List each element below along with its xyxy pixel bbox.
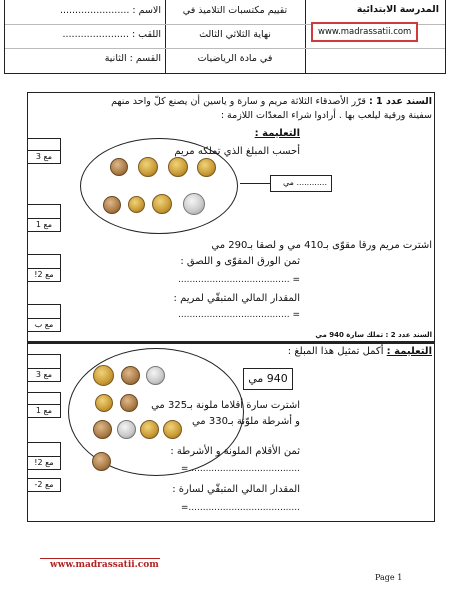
grade-box[interactable]: مع 2!: [27, 456, 61, 470]
doc1-answer-1[interactable]: = .......................................: [178, 275, 300, 285]
grade-box[interactable]: مع 1: [27, 404, 61, 418]
coin-icon: [92, 452, 111, 471]
coin-icon: [168, 157, 188, 177]
coins-ellipse-1: [80, 138, 238, 234]
header-table: [4, 0, 446, 74]
page-number: Page 1: [375, 573, 403, 582]
coin-icon: [110, 158, 128, 176]
doc1-text: قرّر الأصدقاء الثلاثة مريم و سارة و ياسين أن يصنع كلّ واحد منهم: [111, 96, 366, 107]
coin-icon: [93, 420, 112, 439]
surname-field[interactable]: اللقب : ......................: [62, 29, 161, 40]
doc2-task2: ثمن الأقلام الملونة و الأشرطة :: [170, 446, 300, 457]
doc2-answer-1[interactable]: .......................................=: [180, 464, 300, 474]
doc2-task1-line2: و أشرطة ملوّنة بـ330 مي: [191, 416, 300, 427]
name-field[interactable]: الاسم : .......................: [59, 5, 161, 16]
grade-box[interactable]: مع 1: [27, 218, 61, 232]
grade-box[interactable]: مع 3: [27, 150, 61, 164]
doc2-instruction-label: التعليمة :: [386, 346, 432, 357]
coin-icon: [140, 420, 159, 439]
coin-icon: [197, 158, 216, 177]
grade-box[interactable]: مع 2-: [27, 478, 61, 492]
doc2-footnote: السند عدد 2 : تملك سارة 940 مي: [315, 331, 432, 339]
doc2-task3: المقدار المالي المتبقّي لسارة :: [172, 484, 300, 495]
coin-icon: [120, 394, 138, 412]
footer-divider: [40, 558, 160, 559]
term-label: نهاية الثلاثي الثالث: [199, 29, 271, 40]
coin-icon: [152, 194, 172, 214]
eval-title: تقييم مكتسبات التلاميذ في: [182, 5, 288, 16]
connector-line: [240, 183, 271, 184]
subject-label: في مادة الرياضيات: [197, 53, 273, 64]
doc1-task3: المقدار المالي المتبقّي لمريم :: [173, 293, 300, 304]
coin-icon: [93, 365, 114, 386]
doc1-task2-line2: ثمن الورق المقوّى و اللصق :: [180, 256, 300, 267]
coin-icon: [103, 196, 121, 214]
grade-box[interactable]: مع 2!: [27, 268, 61, 282]
doc2-task1-line1: اشترت سارة أقلاما ملونة بـ325 مي: [151, 400, 300, 411]
coin-icon: [163, 420, 182, 439]
doc1-text-line2: سفينة ورقية ليلعب بها . أرادوا شراء المعدّات اللازمة :: [220, 110, 432, 121]
doc1-answer-2[interactable]: = .......................................: [178, 310, 300, 320]
doc1-text-line1: [111, 96, 432, 107]
class-field: القسم : الثانية: [104, 53, 161, 64]
footer-url[interactable]: www.madrassatii.com: [50, 560, 159, 570]
doc1-title: السند عدد 1 :: [368, 96, 432, 107]
coin-icon: [183, 193, 205, 215]
doc1-task2-line1: اشترت مريم ورقا مقوّى بـ410 مي و لصقا بـ290 مي: [211, 240, 432, 251]
mariam-money-box[interactable]: ............ مي: [270, 175, 332, 192]
grade-box[interactable]: مع 3: [27, 368, 61, 382]
coin-icon: [146, 366, 165, 385]
doc2-instruction-text: أكمل تمثيل هذا المبلغ :: [287, 346, 384, 357]
school-name: المدرسة الابتدائية: [356, 4, 439, 15]
doc2-instruction: [288, 346, 432, 357]
doc2-answer-2[interactable]: .......................................=: [180, 503, 300, 513]
header-url-box[interactable]: www.madrassatii.com: [311, 22, 418, 42]
grade-box[interactable]: مع ب: [27, 318, 61, 332]
coin-icon: [128, 196, 145, 213]
coin-icon: [117, 420, 136, 439]
doc1-instruction-label: التعليمة :: [254, 128, 300, 139]
doc1-task1: أحسب المبلغ الذي تملكه مريم: [174, 146, 300, 157]
coin-icon: [95, 394, 113, 412]
sara-amount-box: 940 مي: [243, 368, 293, 390]
document-1-panel: [27, 92, 435, 342]
coin-icon: [138, 157, 158, 177]
coin-icon: [121, 366, 140, 385]
